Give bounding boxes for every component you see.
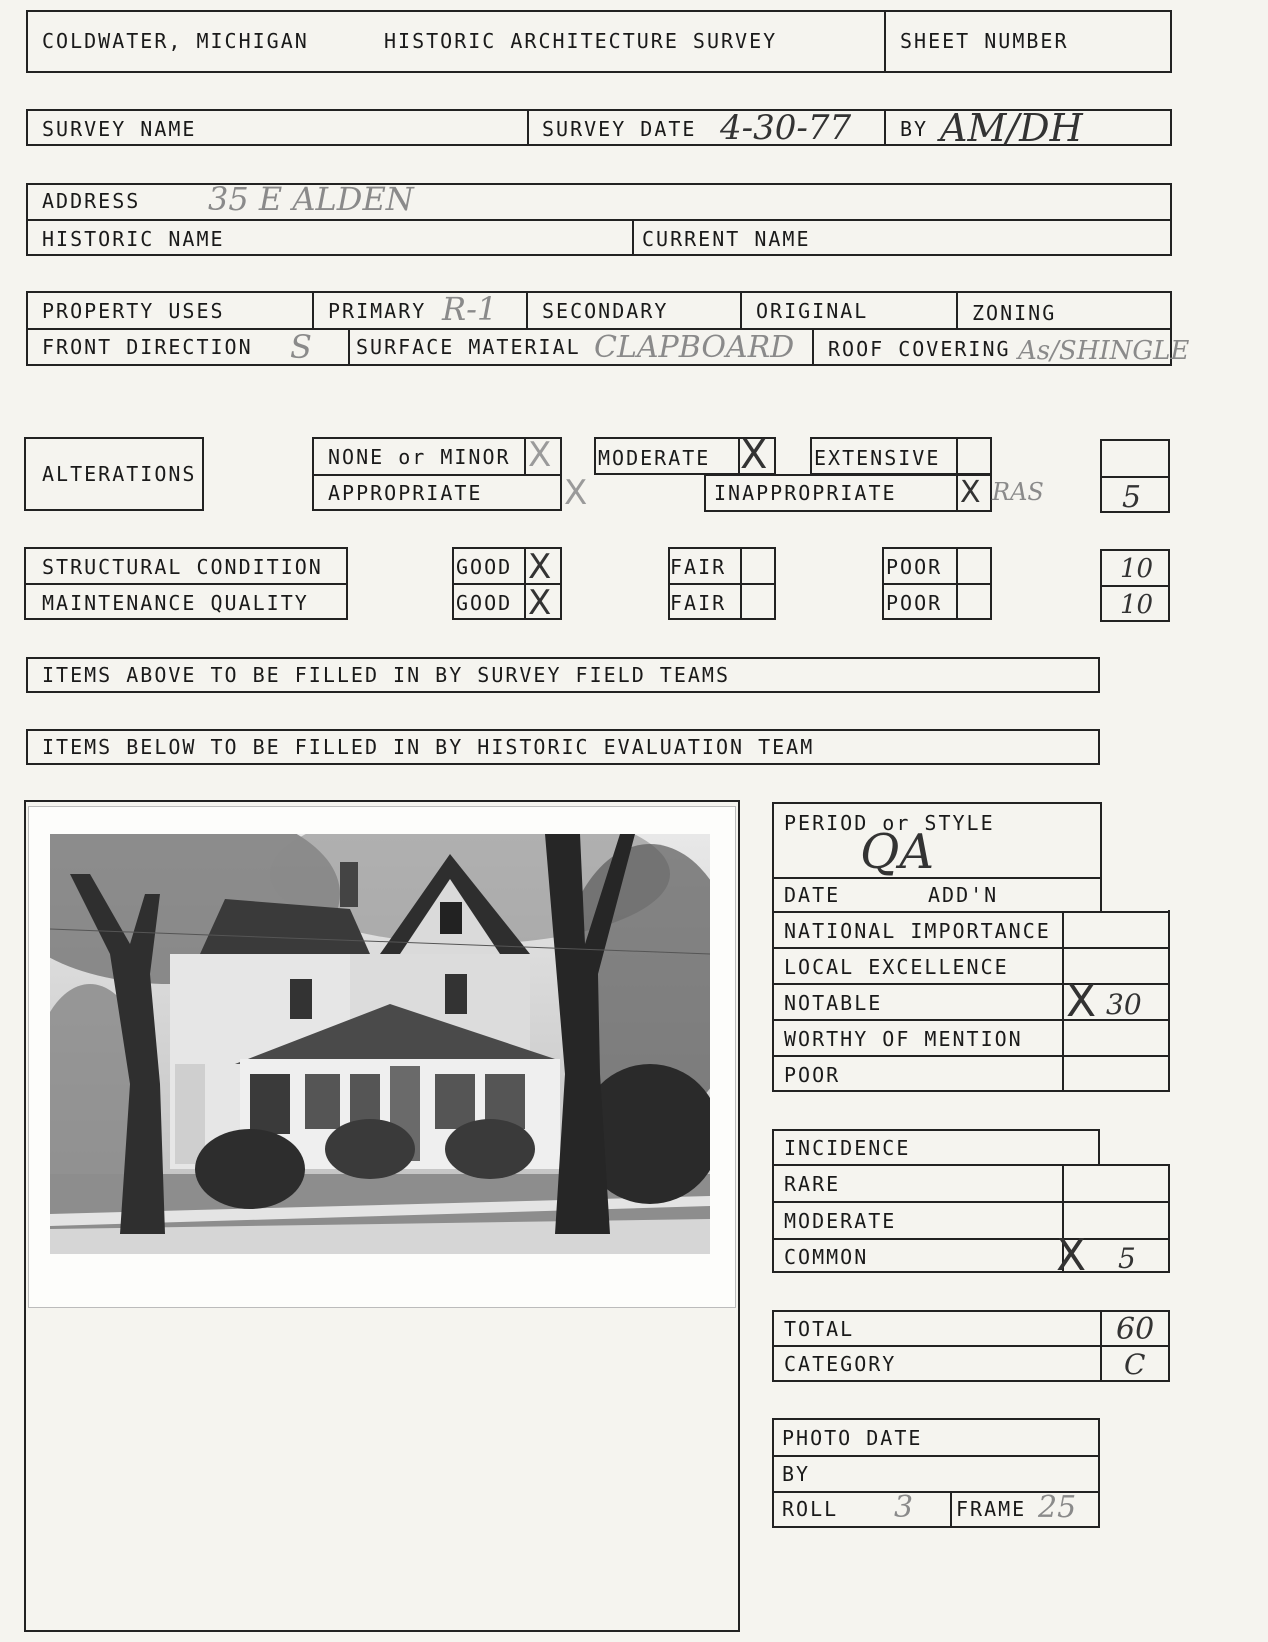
eval-line-notable bbox=[772, 983, 1170, 985]
survey-name-label: SURVEY NAME bbox=[42, 117, 197, 141]
totals-score-column bbox=[1100, 1310, 1102, 1382]
eval-line-local bbox=[772, 947, 1170, 949]
alterations-initials: RAS bbox=[992, 478, 1044, 506]
photo-info-roll-divider bbox=[950, 1491, 952, 1528]
front-direction-label: FRONT DIRECTION bbox=[42, 335, 253, 359]
inappropriate-check-line bbox=[956, 474, 958, 512]
eval-line-poor bbox=[772, 1055, 1170, 1057]
survey-by-label: BY bbox=[900, 117, 929, 141]
common-score: 5 bbox=[1118, 1242, 1136, 1275]
property-div-3 bbox=[740, 291, 742, 328]
roof-covering-value: As/SHINGLE bbox=[1018, 336, 1190, 366]
maintenance-quality-label: MAINTENANCE QUALITY bbox=[42, 591, 309, 615]
primary-value: R-1 bbox=[442, 290, 498, 328]
incidence-line-rare bbox=[772, 1164, 1170, 1166]
secondary-label: SECONDARY bbox=[542, 299, 669, 323]
eval-addn-label: ADD'N bbox=[928, 883, 999, 907]
survey-divider-2 bbox=[884, 109, 886, 146]
period-style-label: PERIOD or STYLE bbox=[784, 811, 995, 835]
good-check-line bbox=[524, 547, 526, 620]
form-title: HISTORIC ARCHITECTURE SURVEY bbox=[384, 29, 778, 53]
notable-mark: X bbox=[1066, 976, 1097, 1027]
extensive-check-line bbox=[956, 437, 958, 475]
structural-poor-option: POOR bbox=[886, 555, 943, 579]
photo-by-label: BY bbox=[782, 1462, 811, 1486]
eval-poor-label: POOR bbox=[784, 1063, 841, 1087]
alterations-score: 5 bbox=[1122, 480, 1142, 515]
roll-value: 3 bbox=[894, 1490, 914, 1525]
house-photo bbox=[50, 834, 710, 1254]
frame-value: 25 bbox=[1038, 1490, 1077, 1525]
alterations-score-line bbox=[1100, 476, 1170, 478]
notable-score: 30 bbox=[1106, 988, 1142, 1021]
incidence-line-moderate bbox=[772, 1201, 1170, 1203]
incidence-moderate-label: MODERATE bbox=[784, 1209, 897, 1233]
none-minor-row-line bbox=[312, 474, 562, 476]
address-label: ADDRESS bbox=[42, 189, 141, 213]
totals-row-line bbox=[772, 1345, 1170, 1347]
period-style-value: QA bbox=[860, 824, 935, 880]
rare-label: RARE bbox=[784, 1172, 841, 1196]
survey-date-value: 4-30-77 bbox=[720, 108, 852, 148]
condition-label-line bbox=[24, 583, 348, 585]
poor-row-line bbox=[882, 583, 992, 585]
survey-divider-1 bbox=[527, 109, 529, 146]
structural-good-mark: X bbox=[528, 547, 552, 587]
national-importance-label: NATIONAL IMPORTANCE bbox=[784, 919, 1051, 943]
maintenance-good-option: GOOD bbox=[456, 591, 513, 615]
property-div-4 bbox=[956, 291, 958, 328]
roof-covering-label: ROOF COVERING bbox=[828, 337, 1011, 361]
historic-name-label: HISTORIC NAME bbox=[42, 227, 225, 251]
maintenance-score: 10 bbox=[1120, 590, 1154, 620]
identity-divider bbox=[632, 219, 634, 256]
address-value: 35 E ALDEN bbox=[208, 180, 414, 218]
incidence-notch bbox=[1100, 1127, 1174, 1164]
roll-label: ROLL bbox=[782, 1497, 839, 1521]
incidence-line-common bbox=[772, 1238, 1170, 1240]
total-value: 60 bbox=[1116, 1312, 1155, 1347]
category-value: C bbox=[1124, 1348, 1146, 1381]
identity-row-line bbox=[26, 219, 1172, 221]
category-label: CATEGORY bbox=[784, 1352, 897, 1376]
photo-info-line-by bbox=[772, 1455, 1100, 1457]
maintenance-good-mark: X bbox=[528, 583, 552, 623]
inappropriate-mark: X bbox=[960, 475, 981, 510]
incidence-notch-edge bbox=[1098, 1129, 1100, 1164]
none-or-minor-option: NONE or MINOR bbox=[328, 445, 511, 469]
city-label: COLDWATER, MICHIGAN bbox=[42, 29, 309, 53]
property-div-5 bbox=[348, 328, 350, 366]
poor-check-line bbox=[956, 547, 958, 620]
original-label: ORIGINAL bbox=[756, 299, 869, 323]
structural-condition-label: STRUCTURAL CONDITION bbox=[42, 555, 323, 579]
fair-check-line bbox=[740, 547, 742, 620]
survey-date-label: SURVEY DATE bbox=[542, 117, 697, 141]
frame-label: FRAME bbox=[956, 1497, 1027, 1521]
primary-label: PRIMARY bbox=[328, 299, 427, 323]
moderate-mark: X bbox=[740, 432, 768, 478]
appropriate-mark: X bbox=[564, 473, 588, 513]
eval-notch bbox=[1102, 800, 1172, 910]
current-name-label: CURRENT NAME bbox=[642, 227, 811, 251]
field-teams-note: ITEMS ABOVE TO BE FILLED IN BY SURVEY FIELD TEAMS bbox=[42, 663, 731, 687]
common-label: COMMON bbox=[784, 1245, 869, 1269]
structural-good-option: GOOD bbox=[456, 555, 513, 579]
common-mark: X bbox=[1056, 1230, 1087, 1281]
local-excellence-label: LOCAL EXCELLENCE bbox=[784, 955, 1009, 979]
eval-score-column bbox=[1062, 911, 1064, 1092]
photo-date-label: PHOTO DATE bbox=[782, 1426, 923, 1450]
property-div-6 bbox=[812, 328, 814, 366]
structural-score: 10 bbox=[1120, 554, 1154, 584]
worthy-of-mention-label: WORTHY OF MENTION bbox=[784, 1027, 1023, 1051]
alterations-label: ALTERATIONS bbox=[42, 462, 197, 486]
none-or-minor-mark: X bbox=[528, 435, 552, 475]
surface-material-value: CLAPBOARD bbox=[594, 330, 795, 365]
zoning-label: ZONING bbox=[972, 301, 1057, 325]
sheet-number-label: SHEET NUMBER bbox=[900, 29, 1069, 53]
front-direction-value: S bbox=[290, 328, 312, 366]
eval-line-national bbox=[772, 911, 1170, 913]
house-photo-image bbox=[50, 834, 710, 1254]
header-divider bbox=[884, 10, 886, 73]
fair-row-line bbox=[668, 583, 776, 585]
property-div-2 bbox=[526, 291, 528, 328]
notable-label: NOTABLE bbox=[784, 991, 883, 1015]
eval-line-date bbox=[772, 877, 1100, 879]
property-uses-label: PROPERTY USES bbox=[42, 299, 225, 323]
surface-material-label: SURFACE MATERIAL bbox=[356, 335, 581, 359]
eval-date-label: DATE bbox=[784, 883, 841, 907]
condition-score-line bbox=[1100, 585, 1170, 587]
property-div-1 bbox=[312, 291, 314, 328]
structural-fair-option: FAIR bbox=[670, 555, 727, 579]
none-minor-check-line bbox=[524, 437, 526, 474]
extensive-option: EXTENSIVE bbox=[814, 446, 941, 470]
maintenance-poor-option: POOR bbox=[886, 591, 943, 615]
maintenance-fair-option: FAIR bbox=[670, 591, 727, 615]
inappropriate-option: INAPPROPRIATE bbox=[714, 481, 897, 505]
appropriate-option: APPROPRIATE bbox=[328, 481, 483, 505]
moderate-option: MODERATE bbox=[598, 446, 711, 470]
evaluation-team-note: ITEMS BELOW TO BE FILLED IN BY HISTORIC EVALUATION TEAM bbox=[42, 735, 815, 759]
survey-by-value: AM/DH bbox=[940, 106, 1083, 150]
incidence-label: INCIDENCE bbox=[784, 1136, 911, 1160]
total-label: TOTAL bbox=[784, 1317, 855, 1341]
